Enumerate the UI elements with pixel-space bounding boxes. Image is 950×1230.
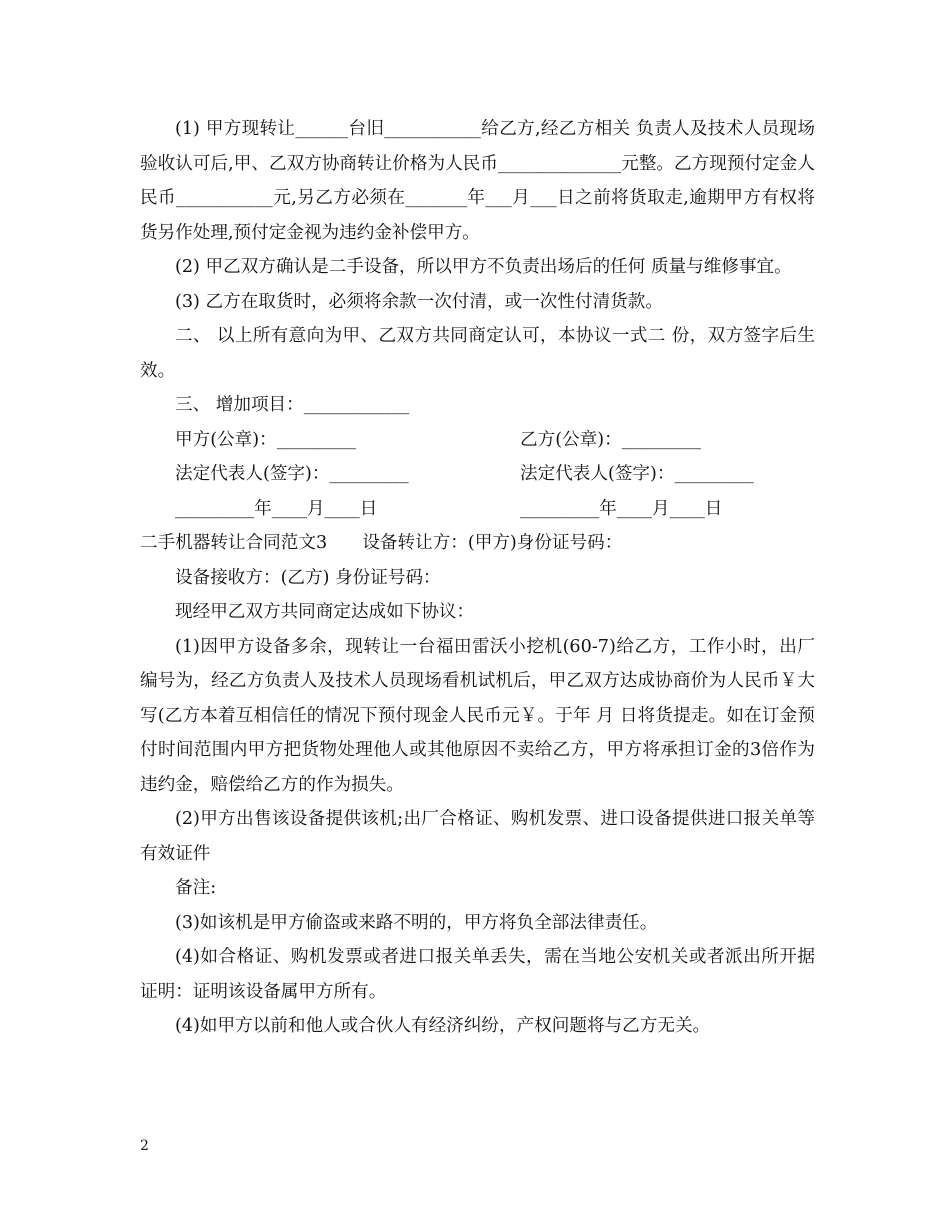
section-3: 三、 增加项目：____________ (175, 395, 410, 415)
party-a-representative: 法定代表人(签字)：_________ (175, 464, 409, 484)
party-b-seal: 乙方(公章)：_________ (520, 429, 701, 450)
clause-2: (2) 甲乙双方确认是二手设备，所以甲方不负责出场后的任何 质量与维修事宜。 (175, 257, 792, 277)
party-b-date: _________年____月____日 (520, 498, 723, 519)
term-4: (4)如合格证、购机发票或者进口报关单丢失，需在当地公安机关或者派出所开据证明：证明该设备属甲方所有。 (140, 947, 815, 1002)
term-2: (2)甲方出售该设备提供该机;出厂合格证、购机发票、进口设备提供进口报关单等有效证件 (140, 809, 815, 864)
party-b-representative: 法定代表人(签字)：_________ (520, 464, 754, 484)
clause-3: (3) 乙方在取货时，必须将余款一次付清，或一次性付清货款。 (175, 291, 663, 312)
contract-heading: 二手机器转让合同范文3 设备转让方：(甲方)身份证号码： (140, 533, 623, 553)
term-1: (1)因甲方设备多余，现转让一台福田雷沃小挖机(60-7)给乙方，工作小时，出厂编号为，经乙方负责人及技术人员现场看机试机后，甲乙双方达成协商价为人民币￥大写(乙方本着互相信任的情况下预付现金人民币元￥。于年 月 日将货提走。如在订金预付时间范围内甲方把货物处理他人或其他原因不卖给乙方，甲方将承担订金的3倍作为违约金，赔偿给乙方的作为损失。 (140, 636, 815, 795)
receiver-line: 设备接收方：(乙方) 身份证号码： (175, 567, 441, 588)
signature-row-seal (140, 423, 815, 458)
section-2: 二、 以上所有意向为甲、乙双方共同商定认可，本协议一式二 份，双方签字后生效。 (140, 326, 815, 381)
clause-1: (1) 甲方现转让______台旧___________给乙方,经乙方相关 负责人及技术人员现场验收认可后,甲、乙双方协商转让价格为人民币______________元整。乙方现预付定金人民币___________元,另乙方必须在_______年___月___日之前将货取走,逾期甲方有权将货另作处理,预付定金视为违约金补偿甲方。 (140, 119, 815, 243)
remarks-label: 备注: (175, 878, 217, 898)
agreement-intro: 现经甲乙双方共同商定达成如下协议： (175, 602, 475, 622)
term-4b: (4)如甲方以前和他人或合伙人有经济纠纷，产权问题将与乙方无关。 (175, 1016, 711, 1036)
party-a-seal: 甲方(公章)：_________ (175, 429, 356, 450)
signature-row-representative (140, 457, 815, 492)
signature-row-date (140, 492, 815, 527)
page-number: 2 (140, 1138, 149, 1154)
party-a-date: _________年____月____日 (175, 498, 378, 519)
term-3: (3)如该机是甲方偷盗或来路不明的，甲方将负全部法律责任。 (175, 912, 658, 933)
document-body (140, 112, 815, 1044)
